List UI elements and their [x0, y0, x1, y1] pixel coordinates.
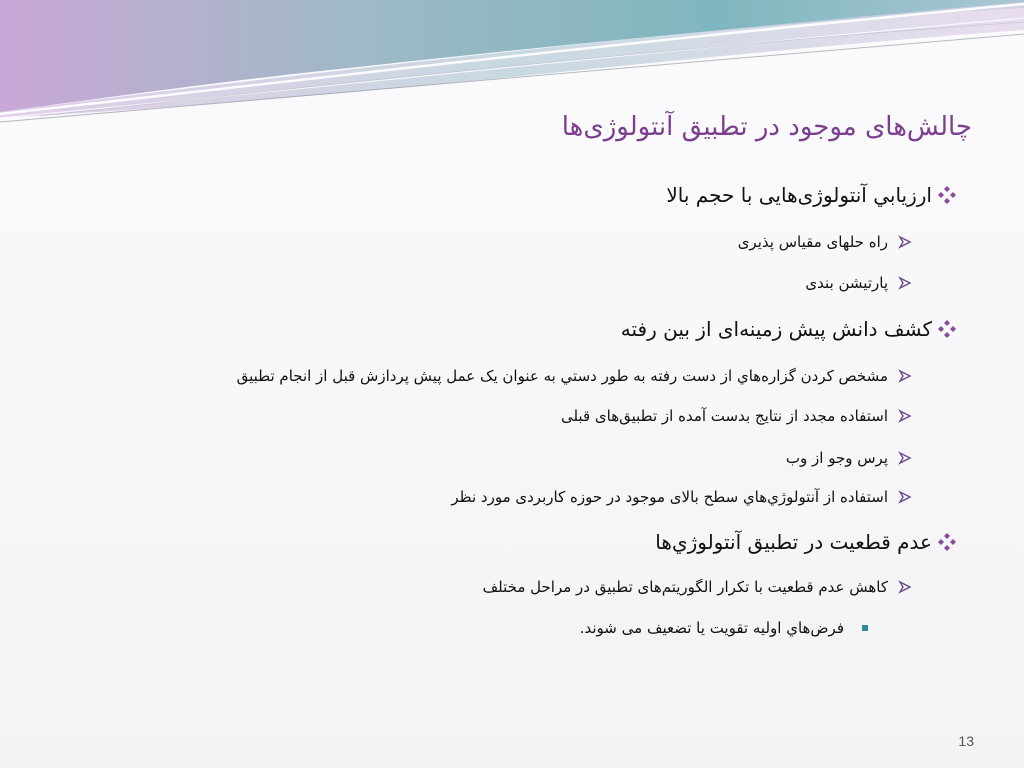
bullet-text: کشف دانش پیش زمینه‌ای از بین رفته	[620, 317, 932, 341]
bullet-level2	[738, 233, 914, 251]
bullet-level2	[786, 449, 914, 467]
check-arrow-icon	[896, 451, 914, 465]
bullet-level2	[237, 367, 914, 385]
check-arrow-icon	[896, 235, 914, 249]
check-arrow-icon	[896, 409, 914, 423]
bullet-text: عدم قطعیت در تطبیق آنتولوژي‌ها	[655, 530, 932, 554]
bullet-text: پارتیشن بندی	[805, 274, 888, 292]
bullet-text: استفاده مجدد از نتایج بدست آمده از تطبیق‌های قبلی	[560, 407, 888, 425]
bullet-level1	[666, 183, 958, 207]
four-diamond-icon	[936, 186, 958, 204]
bullet-text: پرس وجو از وب	[785, 449, 888, 467]
bullet-level1	[655, 530, 958, 554]
check-arrow-icon	[896, 276, 914, 290]
bullet-text: مشخص کردن گزاره‌هاي از دست رفته به طور دستي به عنوان یک عمل پیش پردازش قبل از انجام تطبیق	[236, 367, 888, 385]
bullet-level2	[451, 488, 914, 506]
bullet-level2	[561, 407, 914, 425]
four-diamond-icon	[936, 533, 958, 551]
slide-title: چالش‌های موجود در تطبیق آنتولوژی‌ها	[561, 112, 972, 142]
bullet-level1	[621, 317, 958, 341]
bullet-text: ارزيابي آنتولوژی‌هایی با حجم بالا	[666, 183, 932, 207]
bullet-text: استفاده از آنتولوژي‌هاي سطح بالای موجود در حوزه کاربردی مورد نظر	[451, 488, 888, 506]
four-diamond-icon	[936, 320, 958, 338]
check-arrow-icon	[896, 369, 914, 383]
bullet-level2	[483, 578, 914, 596]
page-number: 13	[958, 733, 974, 749]
square-bullet-icon	[858, 625, 872, 631]
bullet-level3	[580, 619, 872, 637]
bullet-text: فرض‌هاي اولیه تقویت یا تضعیف می شوند.	[579, 619, 844, 637]
check-arrow-icon	[896, 580, 914, 594]
bullet-level2	[805, 274, 914, 292]
bullet-text: کاهش عدم قطعیت با تکرار الگوریتم‌های تطبیق در مراحل مختلف	[482, 578, 888, 596]
bullet-text: راه حلهای مقیاس پذیری	[737, 233, 888, 251]
check-arrow-icon	[896, 490, 914, 504]
